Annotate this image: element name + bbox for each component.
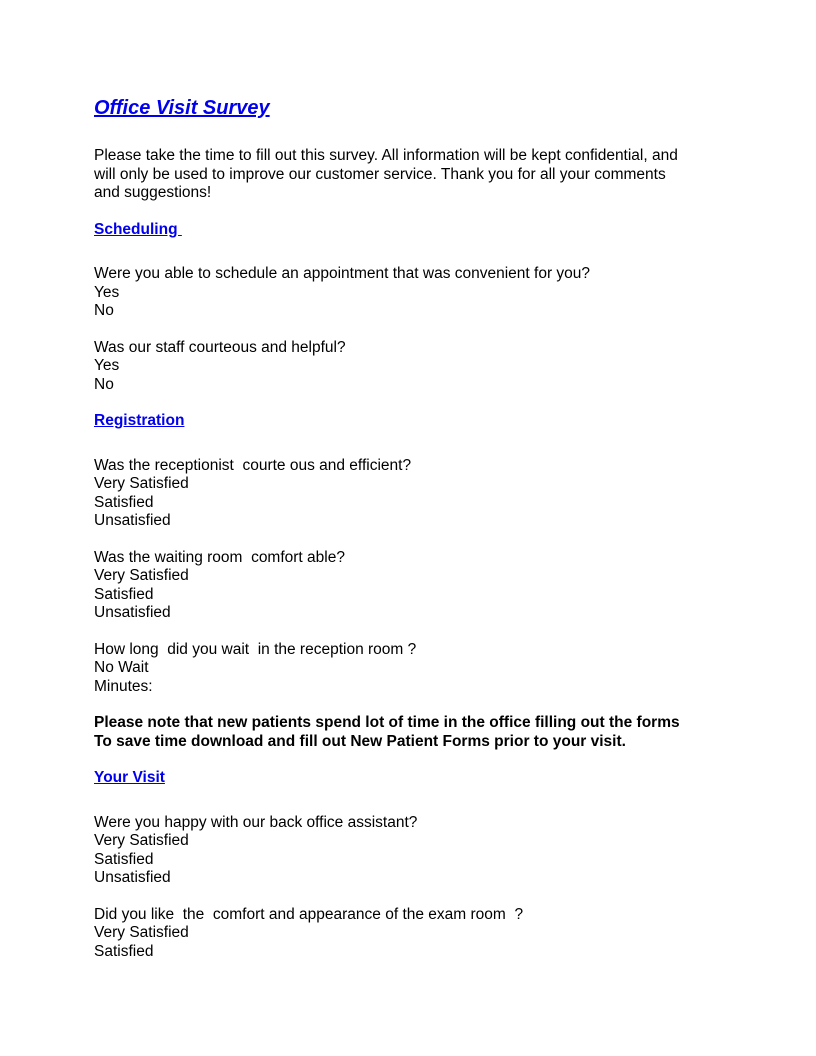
answer-option: Very Satisfied <box>94 924 189 941</box>
survey-page <box>94 95 704 979</box>
question-text: How long did you wait in the reception room ? <box>94 640 417 658</box>
question-block <box>94 814 704 888</box>
answer-option: Satisfied <box>94 585 154 603</box>
answer-option: Yes <box>94 357 120 374</box>
answer-option: Satisfied <box>94 493 154 511</box>
question-block <box>94 549 704 623</box>
answer-option: No <box>94 375 114 393</box>
answer-option: Satisfied <box>94 942 154 960</box>
section-your-visit <box>94 769 704 961</box>
intro-paragraph: Please take the time to fill out this survey. All information will be kept confidential, and will only be used to improve our customer service. Thank you for all your comments and suggestions! <box>94 147 678 201</box>
answer-option: Unsatisfied <box>94 869 171 886</box>
question-text: Was our staff courteous and helpful? <box>94 338 346 356</box>
note-line: Please note that new patients spend lot of time in the office filling out the forms <box>94 714 680 731</box>
question-block <box>94 457 704 531</box>
question-text: Was the receptionist courte ous and efficient? <box>94 456 412 474</box>
answer-option: Yes <box>94 283 120 301</box>
answer-option: No Wait <box>94 659 149 676</box>
question-block <box>94 339 704 395</box>
question-text: Were you happy with our back office assistant? <box>94 813 418 831</box>
question-text: Were you able to schedule an appointment that was convenient for you? <box>94 265 591 282</box>
answer-option: Satisfied <box>94 850 154 868</box>
question-text: Was the waiting room comfort able? <box>94 548 345 566</box>
answer-option: Very Satisfied <box>94 832 189 849</box>
answer-option: Very Satisfied <box>94 475 189 492</box>
answer-option: No <box>94 302 114 319</box>
answer-option: Minutes: <box>94 677 153 695</box>
answer-option: Unsatisfied <box>94 604 171 621</box>
question-block <box>94 641 704 697</box>
question-block <box>94 906 704 962</box>
question-block <box>94 265 704 321</box>
new-patient-note <box>94 714 704 751</box>
section-registration <box>94 412 704 751</box>
note-line: To save time download and fill out New Patient Forms prior to your visit. <box>94 732 626 750</box>
section-heading-your-visit[interactable]: Your Visit <box>94 769 165 786</box>
answer-option: Unsatisfied <box>94 512 171 529</box>
section-heading-scheduling[interactable]: Scheduling <box>94 220 182 238</box>
section-scheduling <box>94 221 704 395</box>
question-text: Did you like the comfort and appearance of the exam room ? <box>94 905 524 923</box>
answer-option: Very Satisfied <box>94 567 189 584</box>
section-heading-registration[interactable]: Registration <box>94 412 185 429</box>
page-title[interactable]: Office Visit Survey <box>94 97 270 119</box>
